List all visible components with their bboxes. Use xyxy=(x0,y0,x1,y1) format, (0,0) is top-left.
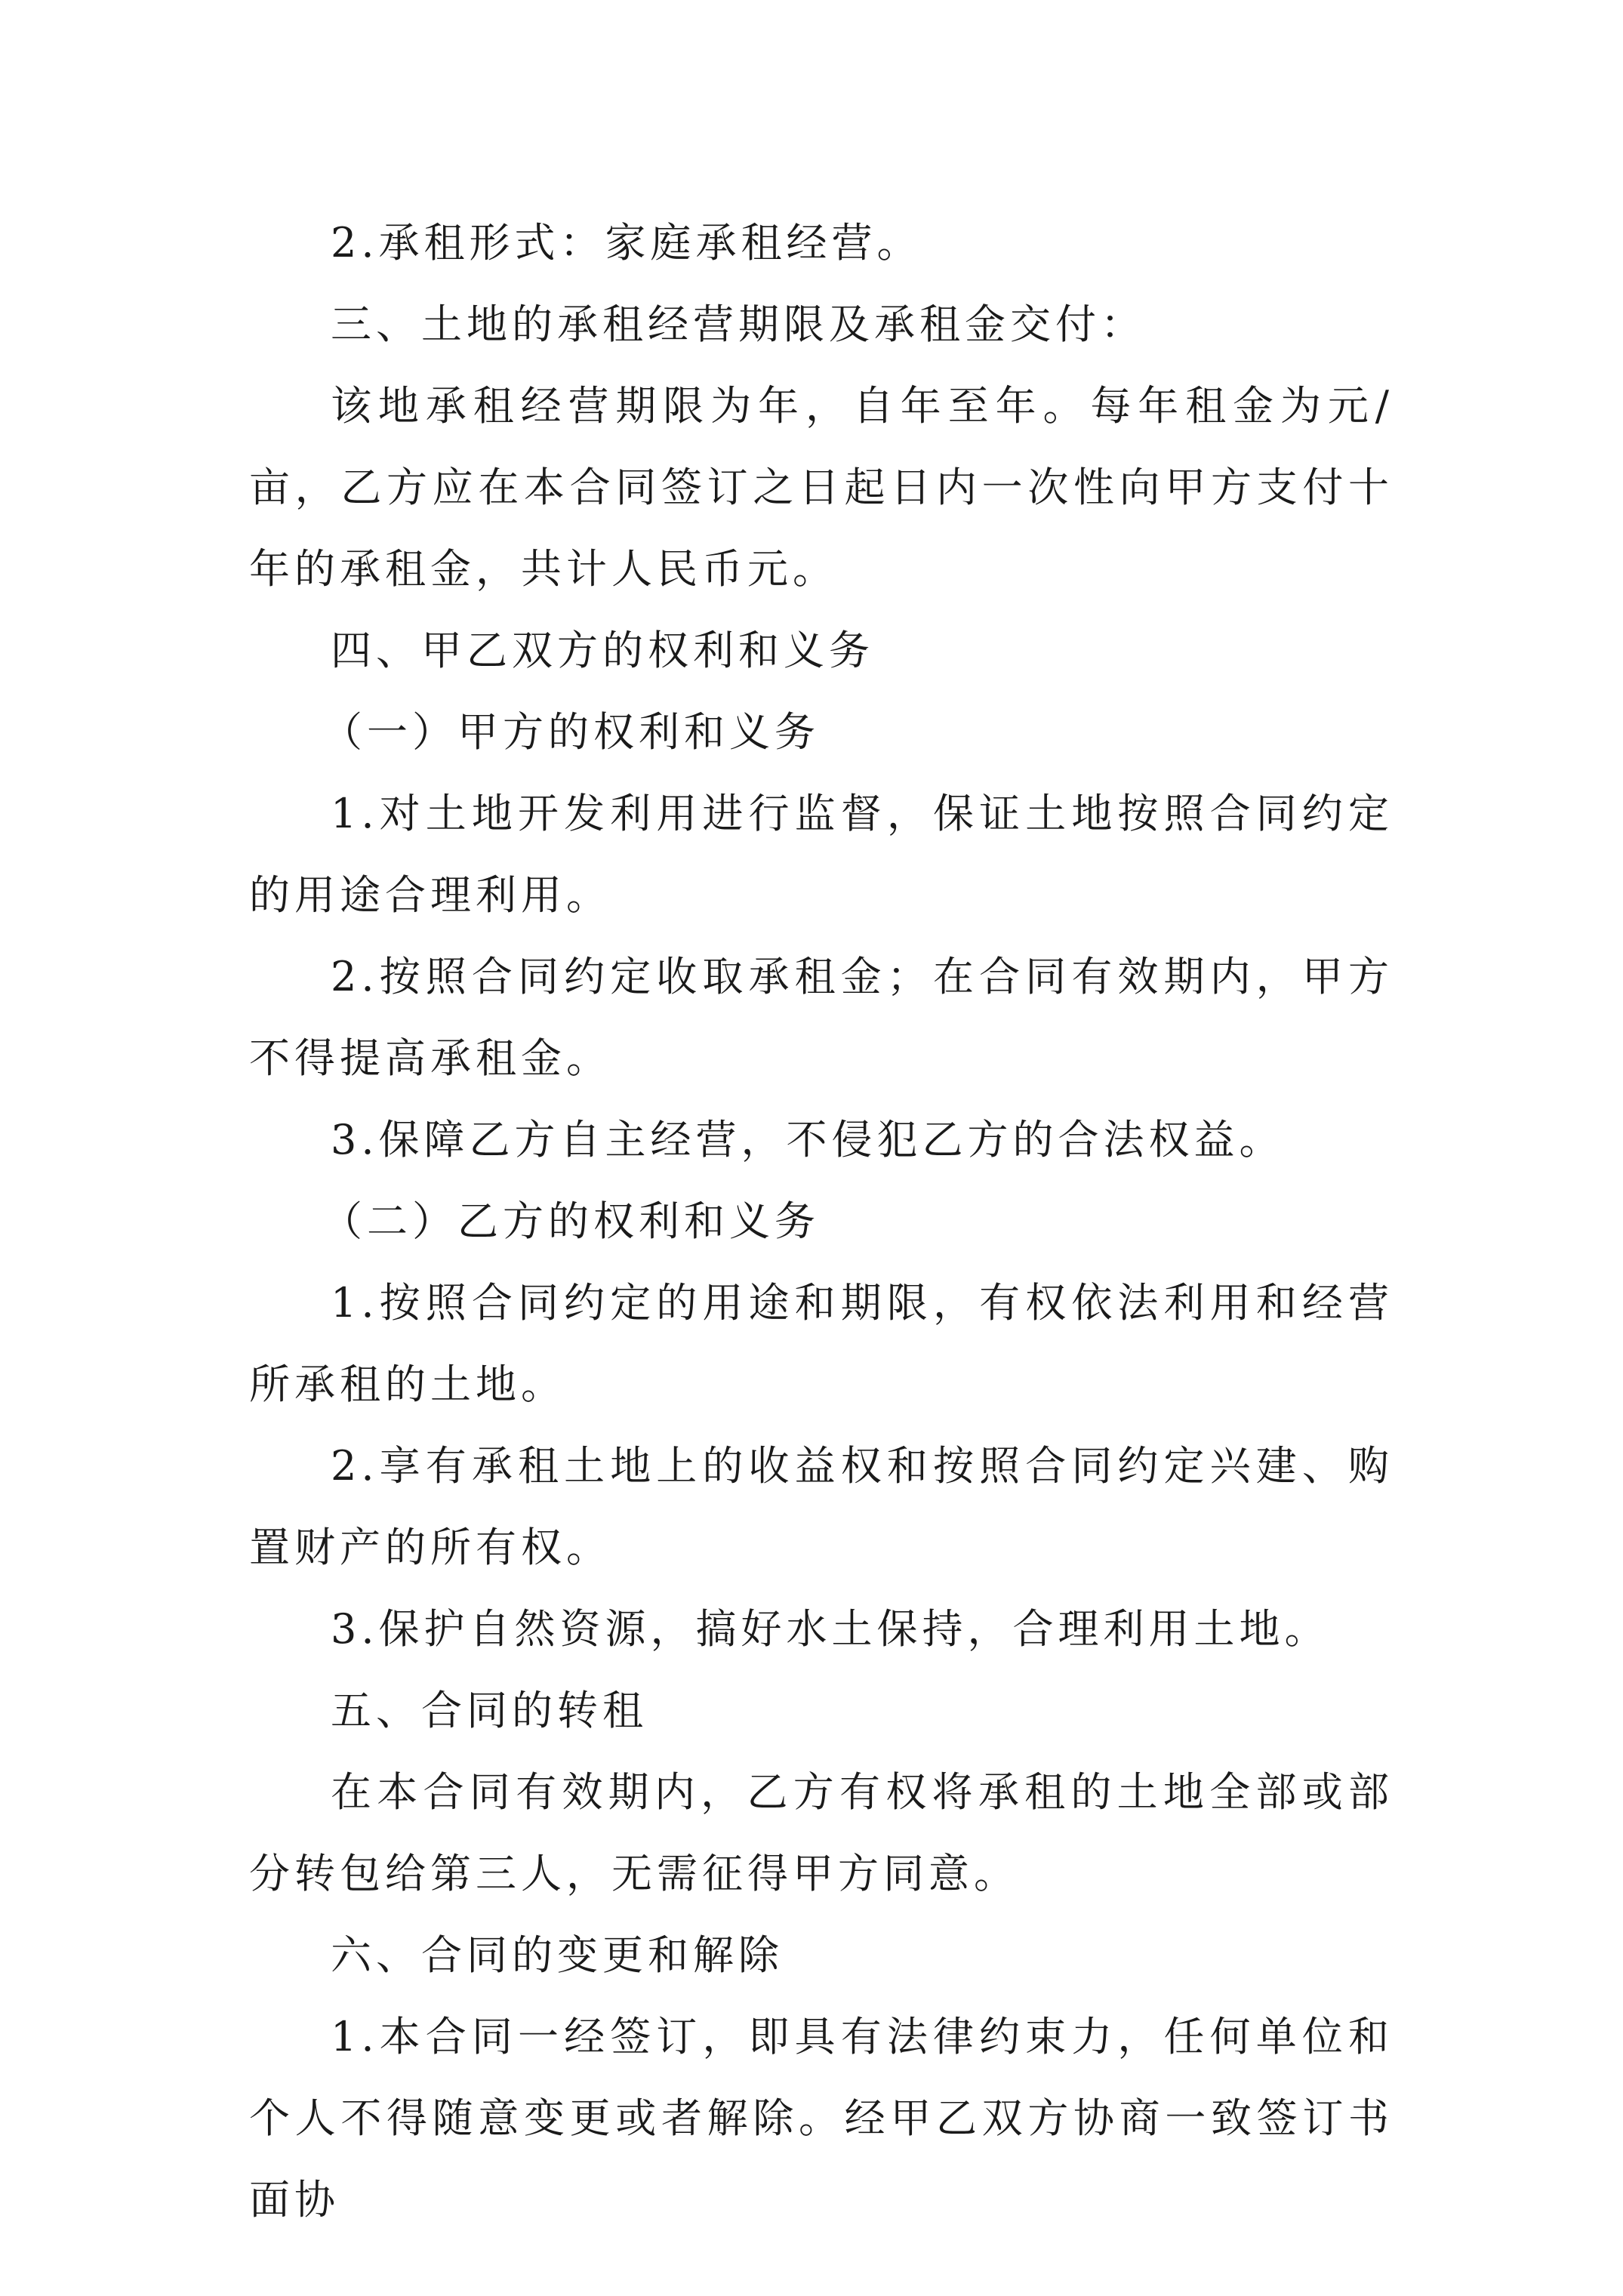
subheading-party-b: （二）乙方的权利和义务 xyxy=(322,1197,820,1245)
paragraph-party-a-1: 1.对土地开发利用进行监督，保证土地按照合同约定的用途合理利用。 xyxy=(249,790,1394,919)
heading-section-3: 三、土地的承租经营期限及承租金交付： xyxy=(331,300,1146,348)
paragraph-party-b-3: 3.保护自然资源，搞好水土保持，合理利用土地。 xyxy=(331,1605,1330,1653)
paragraph-party-b-1: 1.按照合同约定的用途和期限，有权依法利用和经营所承租的土地。 xyxy=(249,1279,1394,1408)
heading-section-6: 六、合同的变更和解除 xyxy=(331,1931,784,1979)
paragraph-party-b-2: 2.享有承租土地上的收益权和按照合同约定兴建、购置财产的所有权。 xyxy=(249,1442,1394,1571)
heading-section-5: 五、合同的转租 xyxy=(331,1687,648,1734)
paragraph-lease-term: 该地承租经营期限为年，自年至年。每年租金为元/亩，乙方应在本合同签订之日起日内一次性向甲方支付十年的承租金，共计人民币元。 xyxy=(249,382,1394,593)
paragraph-lease-form: 2.承租形式：家庭承租经营。 xyxy=(331,219,922,267)
document-body xyxy=(249,202,1394,2241)
paragraph-sublease: 在本合同有效期内，乙方有权将承租的土地全部或部分转包给第三人，无需征得甲方同意。 xyxy=(249,1768,1394,1897)
heading-section-4: 四、甲乙双方的权利和义务 xyxy=(331,627,874,674)
paragraph-change-1: 1.本合同一经签订，即具有法律约束力，任何单位和个人不得随意变更或者解除。经甲乙双方协商一致签订书面协 xyxy=(249,2013,1394,2224)
paragraph-party-a-2: 2.按照合同约定收取承租金；在合同有效期内，甲方不得提高承租金。 xyxy=(249,953,1394,1082)
paragraph-party-a-3: 3.保障乙方自主经营，不侵犯乙方的合法权益。 xyxy=(331,1116,1285,1163)
subheading-party-a: （一）甲方的权利和义务 xyxy=(322,708,820,756)
